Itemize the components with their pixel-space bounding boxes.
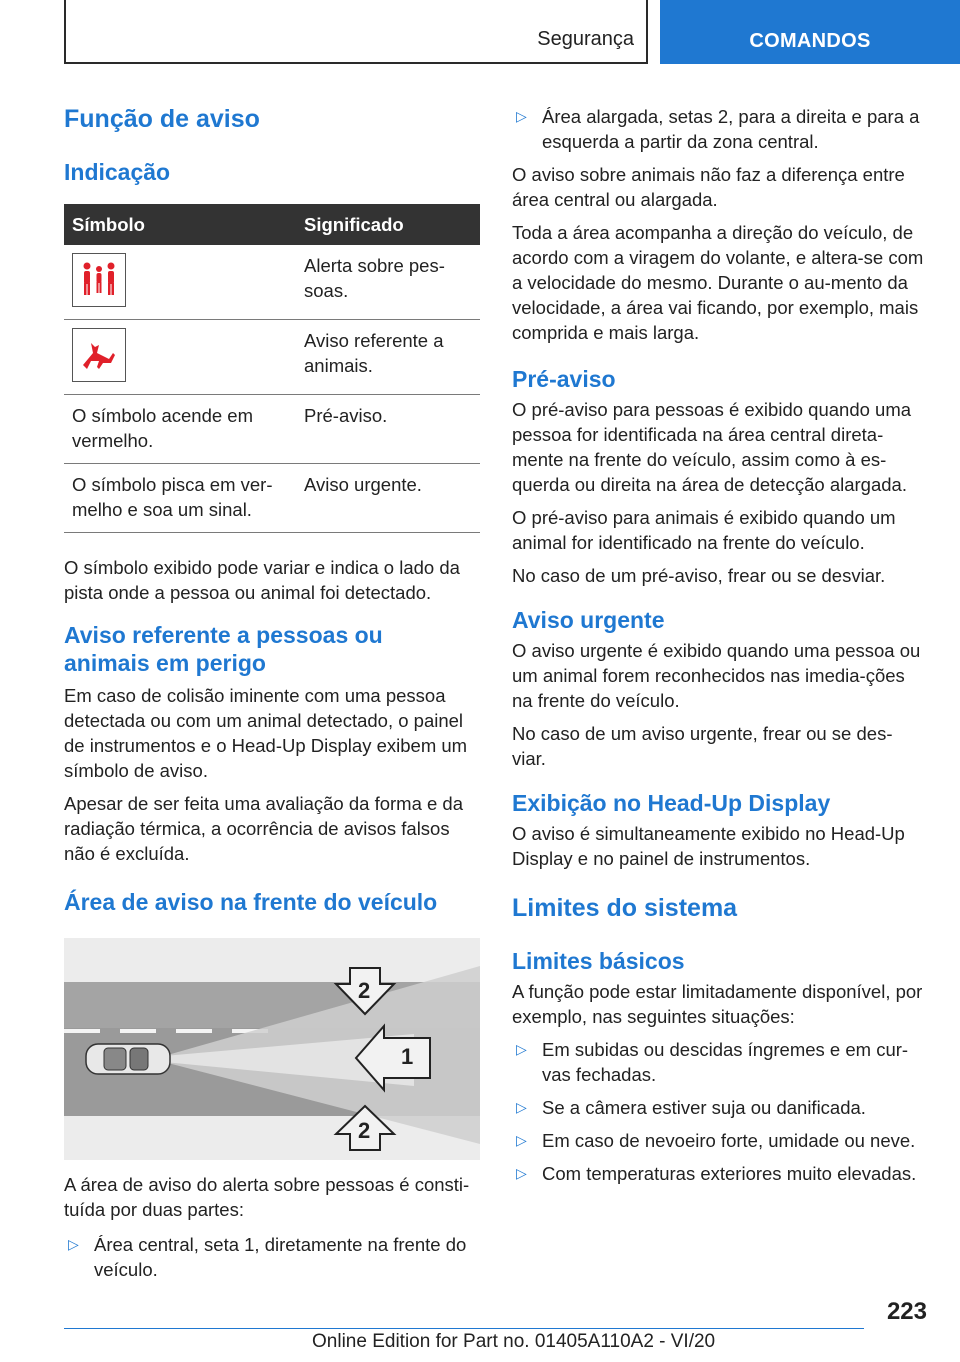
list-item-text: Se a câmera estiver suja ou danificada.	[542, 1097, 866, 1118]
list-item	[512, 1037, 924, 1087]
right-paragraph-1: O aviso sobre animais não faz a diferença entre área central ou alargada.	[512, 164, 905, 210]
table-row	[64, 320, 480, 395]
limits-heading: Limites do sistema	[512, 894, 738, 922]
basic-limits-paragraph: A função pode estar limitadamente disponível, por exemplo, nas seguintes situações:	[512, 981, 923, 1027]
right-column	[512, 104, 924, 1186]
hud-heading: Exibição no Head-Up Display	[512, 790, 831, 816]
hud-paragraph: O aviso é simultaneamente exibido no Head-Up Display e no painel de instrumentos.	[512, 823, 905, 869]
right-paragraph-2: Toda a área acompanha a direção do veículo, de acordo com a viragem do volante, e altera-se com a velocidade do mesmo. Durante o au-mento da velocidade, a área vai ficando, por exemplo, mais comprida e mais larga.	[512, 222, 924, 343]
area-heading: Área de aviso na frente do veículo	[64, 889, 438, 915]
table-cell-symbol	[64, 320, 296, 395]
table-cell-symbol	[64, 245, 296, 320]
table-cell-meaning: Alerta sobre pes-soas.	[296, 245, 480, 320]
triangle-bullet-icon: ▷	[68, 1236, 79, 1252]
area-paragraph: A área de aviso do alerta sobre pessoas é consti-tuída por duas partes:	[64, 1174, 470, 1220]
prewarning-paragraph-3: No caso de um pré-aviso, frear ou se desviar.	[512, 565, 886, 586]
prewarning-paragraph-2: O pré-aviso para animais é exibido quando um animal for identificado na frente do veículo.	[512, 507, 896, 553]
indication-heading: Indicação	[64, 159, 171, 185]
triangle-bullet-icon: ▷	[516, 1165, 527, 1181]
page-number: 223	[886, 1298, 927, 1325]
left-column	[64, 96, 480, 1282]
urgent-paragraph-1: O aviso urgente é exibido quando uma pessoa ou um animal forem reconhecidos nas imedia-ções na frente do veículo.	[512, 640, 921, 711]
list-item-text: Em caso de nevoeiro forte, umidade ou neve.	[542, 1130, 916, 1151]
car-icon	[86, 1044, 170, 1074]
list-item	[512, 1095, 924, 1120]
table-header-row	[64, 204, 480, 245]
table-cell-meaning: Aviso referente a animais.	[296, 320, 480, 395]
prewarning-heading: Pré-aviso	[512, 366, 616, 392]
urgent-paragraph-2: No caso de um aviso urgente, frear ou se des-viar.	[512, 723, 893, 769]
list-item	[512, 1161, 924, 1186]
header-section-box	[64, 0, 648, 64]
prewarning-paragraph-1: O pré-aviso para pessoas é exibido quando uma pessoa for identificada na área central direta-mente na frente do veículo, assim como à es-querda ou direita na área de detecção alargada.	[512, 399, 912, 495]
danger-paragraph-2: Apesar de ser feita uma avaliação da forma e da radiação térmica, a ocorrência de avisos falsos não é excluída.	[64, 793, 464, 864]
danger-paragraph-1: Em caso de colisão iminente com uma pessoa detectada ou com um animal detectado, o painel de instrumentos e o Head-Up Display exibem um símbolo de aviso.	[64, 685, 468, 781]
area-bullets	[64, 1232, 480, 1282]
list-item-text: Área alargada, setas 2, para a direita e para a esquerda a partir da zona central.	[542, 106, 920, 152]
arrow-top-label: 2	[358, 978, 371, 1003]
limits-list	[512, 1037, 924, 1186]
table-header-symbol: Símbolo	[64, 204, 296, 245]
symbol-table	[64, 204, 480, 533]
triangle-bullet-icon: ▷	[516, 1041, 527, 1057]
footer-divider	[64, 1328, 864, 1329]
warning-area-diagram	[64, 938, 480, 1160]
symbol-paragraph: O símbolo exibido pode variar e indica o lado da pista onde a pessoa ou animal foi detectado.	[64, 557, 460, 603]
list-item	[64, 1232, 480, 1282]
table-header-meaning: Significado	[296, 204, 480, 245]
table-cell-meaning: Aviso urgente.	[296, 464, 480, 533]
triangle-bullet-icon: ▷	[516, 1132, 527, 1148]
warning-area-svg	[64, 938, 480, 1160]
animal-warning-icon	[72, 328, 126, 382]
list-item	[512, 1128, 924, 1153]
list-item-text: Área central, seta 1, diretamente na frente do veículo.	[94, 1234, 467, 1280]
extended-bullets	[512, 104, 924, 154]
arrow-bottom-label: 2	[358, 1118, 371, 1143]
table-cell-meaning: Pré-aviso.	[296, 395, 480, 464]
header-tab-comandos[interactable]	[660, 0, 960, 64]
edition-footer: Online Edition for Part no. 01405A110A2 - VI/20	[312, 1331, 716, 1352]
table-cell-symbol: O símbolo acende em vermelho.	[64, 395, 296, 464]
list-item-text: Em subidas ou descidas íngremes e em cur-vas fechadas.	[542, 1039, 909, 1085]
triangle-bullet-icon: ▷	[516, 1099, 527, 1115]
danger-heading: Aviso referente a pessoas ou animais em perigo	[64, 622, 383, 676]
arrow-mid-label: 1	[401, 1044, 414, 1069]
section-title: Função de aviso	[64, 105, 260, 133]
table-row	[64, 464, 480, 533]
header-section-label: Segurança	[537, 28, 634, 50]
urgent-heading: Aviso urgente	[512, 607, 665, 633]
list-item-text: Com temperaturas exteriores muito elevadas.	[542, 1163, 917, 1184]
basic-limits-heading: Limites básicos	[512, 948, 685, 974]
table-cell-symbol: O símbolo pisca em ver-melho e soa um sinal.	[64, 464, 296, 533]
table-row	[64, 395, 480, 464]
list-item	[512, 104, 924, 154]
pedestrian-warning-icon	[72, 253, 126, 307]
header-tab-label: COMANDOS	[749, 30, 871, 52]
table-row	[64, 245, 480, 320]
triangle-bullet-icon: ▷	[516, 108, 527, 124]
